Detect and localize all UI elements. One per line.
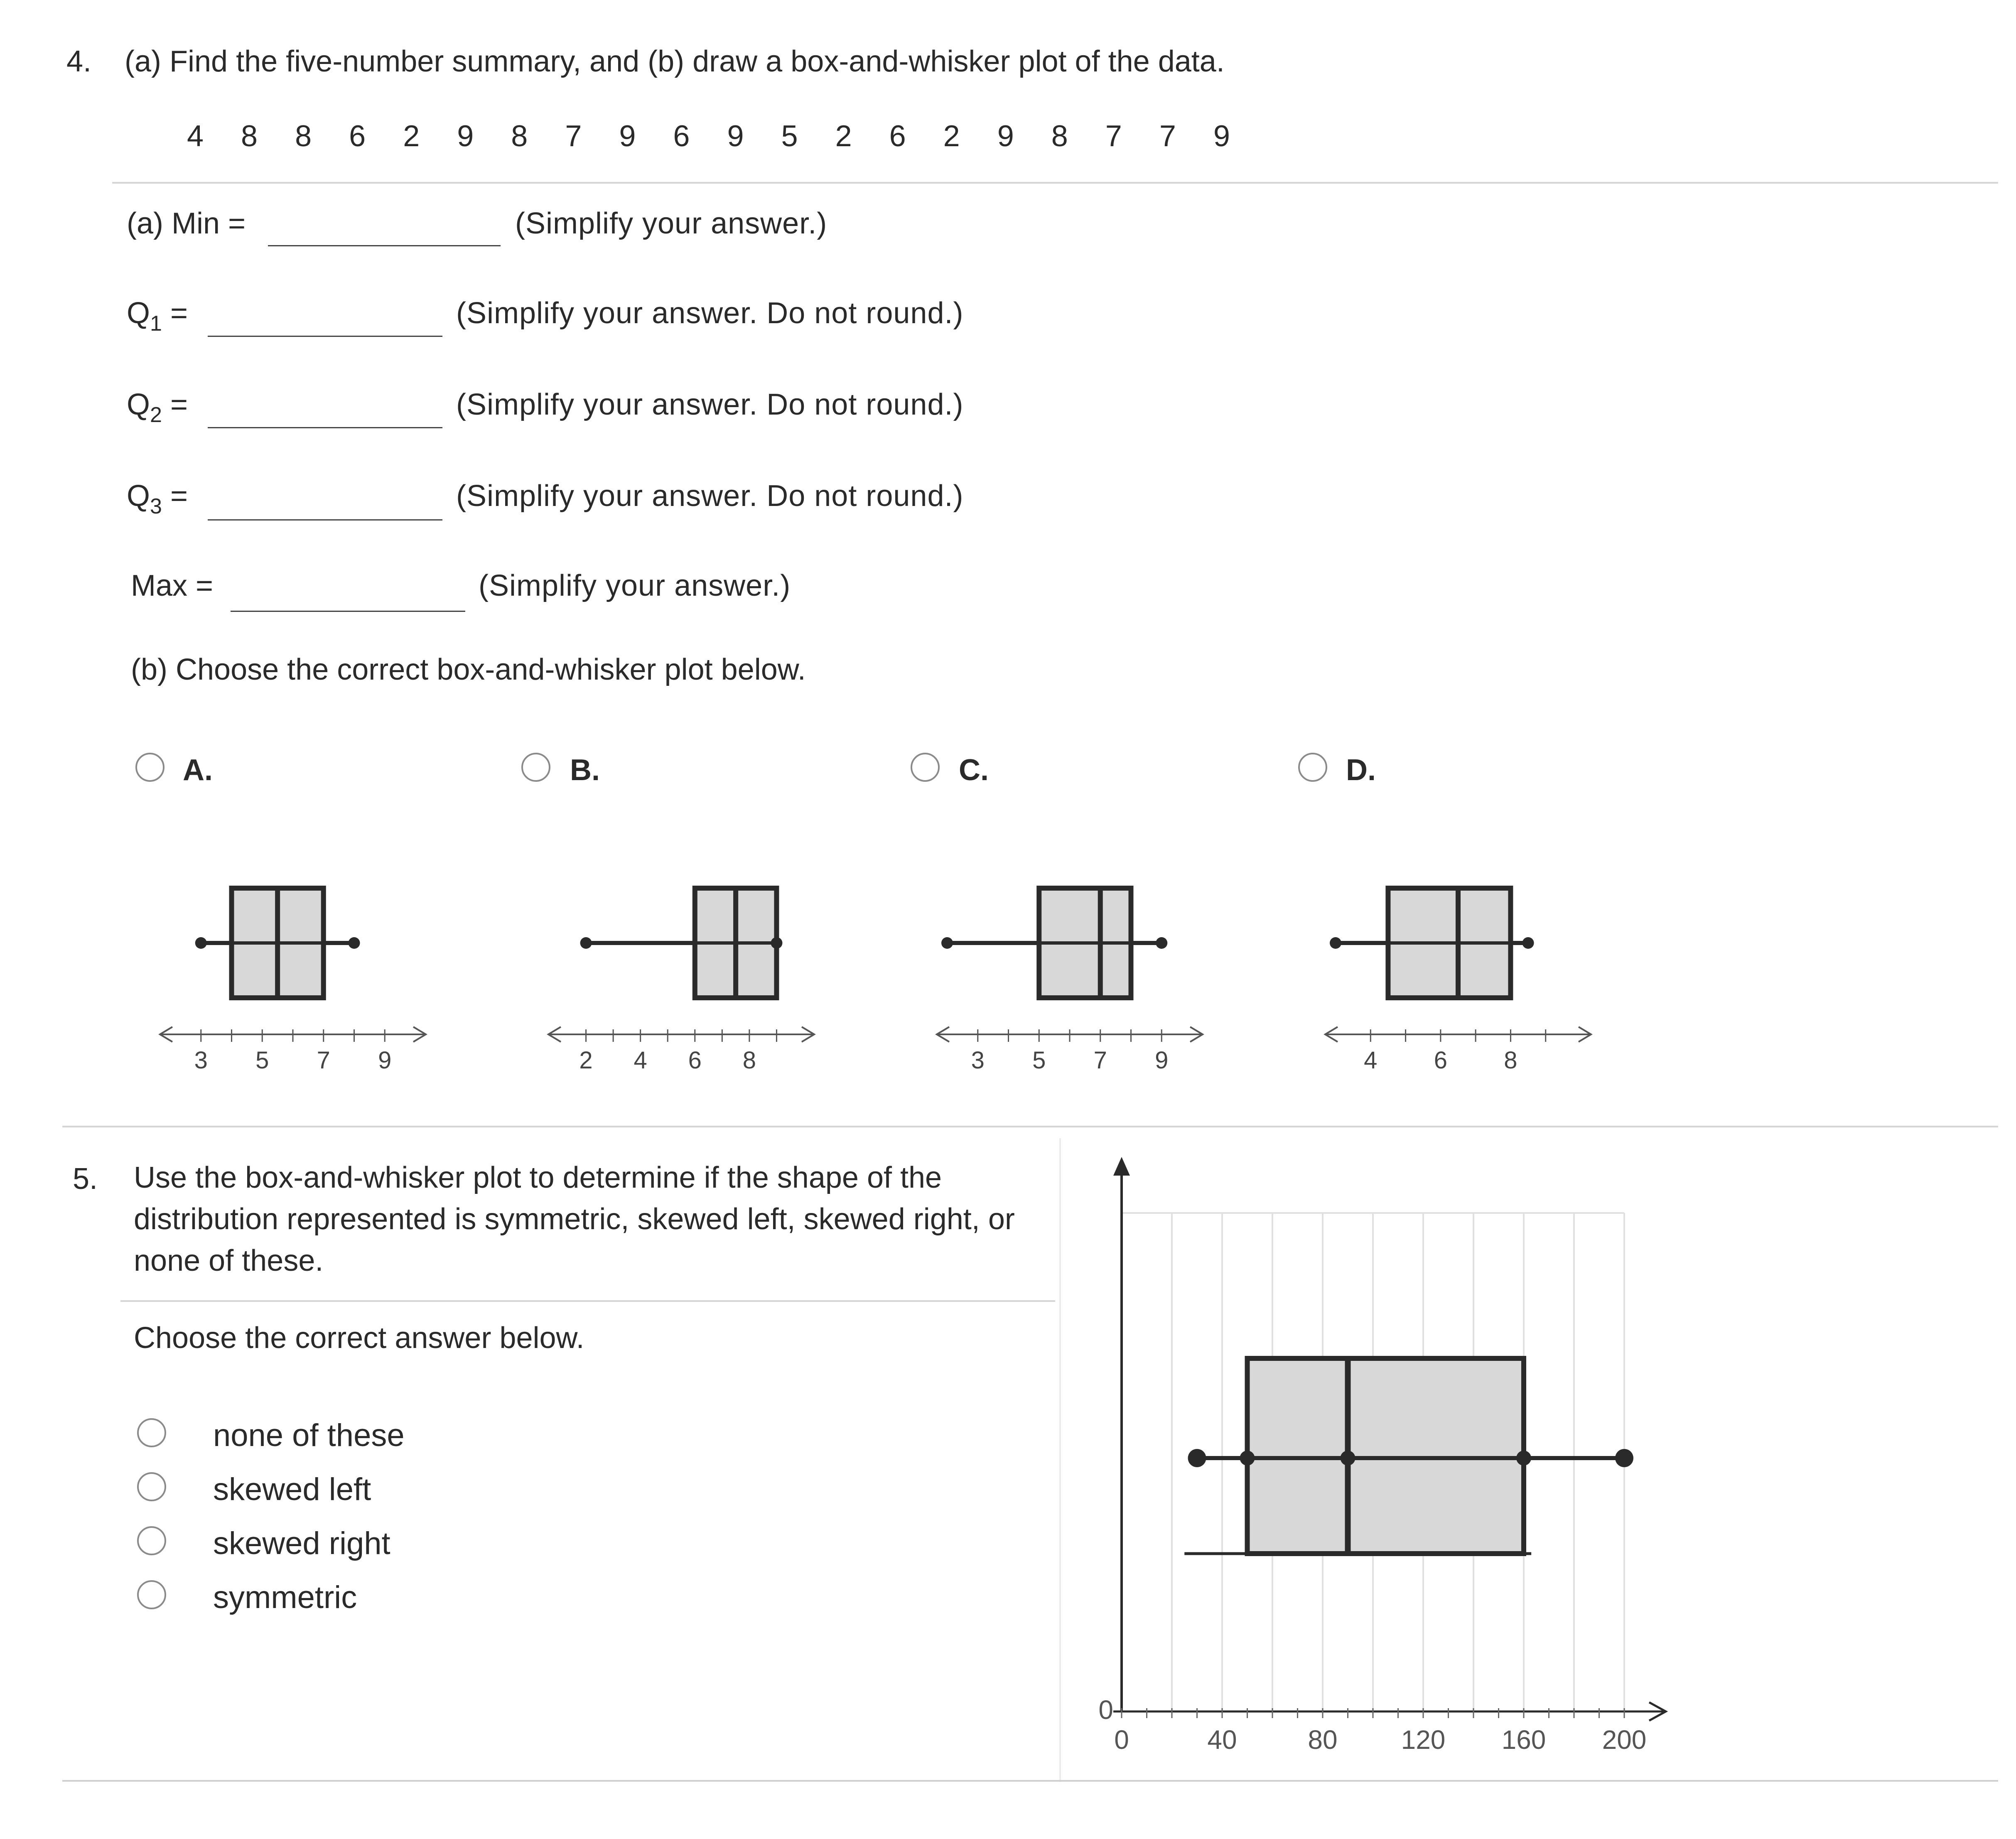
max-point (1615, 1449, 1633, 1467)
question-5-number: 5. (73, 1162, 98, 1196)
q3-label: $Q_3$ = (127, 479, 188, 518)
q2-label: $Q_2$ = (127, 388, 188, 427)
answer-skewed-right-radio[interactable] (137, 1526, 166, 1555)
max-label: Max = (131, 569, 214, 602)
tick-label: 6 (688, 1047, 702, 1074)
option-b-label[interactable]: B. (570, 754, 600, 787)
quartile-point (1516, 1451, 1531, 1466)
option-a-radio[interactable] (135, 753, 165, 782)
x-tick-label: 120 (1401, 1725, 1446, 1755)
tick-label: 7 (317, 1047, 330, 1074)
answer-symmetric-radio[interactable] (137, 1580, 166, 1609)
max-point (771, 937, 782, 949)
choose-answer-text: Choose the correct answer below. (134, 1321, 584, 1355)
min-point (580, 937, 592, 949)
tick-label: 4 (634, 1047, 647, 1074)
question-5-boxplot-chart (1072, 1155, 1695, 1761)
min-label: (a) Min = (127, 207, 246, 240)
q1-input[interactable] (208, 336, 442, 337)
answer-none-label[interactable]: none of these (213, 1418, 405, 1453)
option-b-boxplot (542, 868, 825, 1093)
quartile-point (1341, 1451, 1355, 1466)
min-point (941, 937, 953, 949)
max-input[interactable] (231, 611, 465, 612)
option-d-label[interactable]: D. (1346, 754, 1376, 787)
answer-skewed-left-radio[interactable] (137, 1472, 166, 1501)
min-hint: (Simplify your answer.) (515, 207, 828, 240)
y-tick-label: 0 (1098, 1695, 1113, 1725)
part-b-prompt: (b) Choose the correct box-and-whisker plot below. (131, 653, 806, 686)
question-4-number: 4. (66, 45, 92, 78)
data-values: 4 8 8 6 2 9 8 7 9 6 9 5 2 6 2 9 8 7 7 9 (187, 120, 1238, 153)
option-c-label[interactable]: C. (959, 754, 989, 787)
tick-label: 5 (255, 1047, 269, 1074)
question-separator (62, 1126, 1998, 1127)
panel-divider (1059, 1138, 1061, 1782)
x-tick-label: 0 (1114, 1725, 1129, 1755)
tick-label: 9 (378, 1047, 392, 1074)
q3-hint: (Simplify your answer. Do not round.) (456, 479, 964, 513)
tick-label: 8 (1504, 1047, 1518, 1074)
q2-input[interactable] (208, 427, 442, 428)
divider (120, 1300, 1055, 1302)
q3-input[interactable] (208, 519, 442, 521)
option-c-radio[interactable] (911, 753, 940, 782)
x-tick-label: 40 (1207, 1725, 1237, 1755)
answer-symmetric-label[interactable]: symmetric (213, 1580, 357, 1615)
tick-label: 4 (1364, 1047, 1378, 1074)
option-b-radio[interactable] (521, 753, 550, 782)
q2-hint: (Simplify your answer. Do not round.) (456, 388, 964, 421)
tick-label: 2 (579, 1047, 593, 1074)
answer-none-radio[interactable] (137, 1418, 166, 1447)
tick-label: 9 (1155, 1047, 1169, 1074)
tick-label: 6 (1434, 1047, 1447, 1074)
x-tick-label: 160 (1501, 1725, 1546, 1755)
answer-skewed-right-label[interactable]: skewed right (213, 1526, 390, 1561)
max-point (349, 937, 360, 949)
option-c-boxplot (931, 868, 1213, 1093)
bottom-rule (62, 1780, 1998, 1782)
min-input[interactable] (268, 245, 501, 246)
answer-skewed-left-label[interactable]: skewed left (213, 1472, 371, 1507)
tick-label: 8 (742, 1047, 756, 1074)
min-point (1188, 1449, 1206, 1467)
tick-label: 3 (971, 1047, 985, 1074)
max-point (1156, 937, 1167, 949)
min-point (1330, 937, 1341, 949)
option-d-boxplot (1319, 868, 1601, 1093)
option-d-radio[interactable] (1298, 753, 1327, 782)
x-tick-label: 80 (1308, 1725, 1338, 1755)
q1-hint: (Simplify your answer. Do not round.) (456, 297, 964, 330)
tick-label: 5 (1032, 1047, 1046, 1074)
max-hint: (Simplify your answer.) (479, 569, 791, 602)
min-point (195, 937, 207, 949)
question-4-prompt: (a) Find the five-number summary, and (b) draw a box-and-whisker plot of the data. (125, 45, 1225, 78)
option-a-label[interactable]: A. (183, 754, 213, 787)
option-a-boxplot (154, 868, 436, 1093)
max-point (1522, 937, 1534, 949)
tick-label: 7 (1093, 1047, 1107, 1074)
divider (112, 182, 1998, 184)
question-5-prompt: Use the box-and-whisker plot to determine if the shape of the distribution represented is symmetric, skewed left, skewed right, or none of these. (134, 1161, 1015, 1277)
quartile-point (1240, 1451, 1255, 1466)
q1-label: $Q_1$ = (127, 297, 188, 336)
x-tick-label: 200 (1602, 1725, 1647, 1755)
y-axis-arrow (1113, 1157, 1130, 1176)
tick-label: 3 (194, 1047, 208, 1074)
